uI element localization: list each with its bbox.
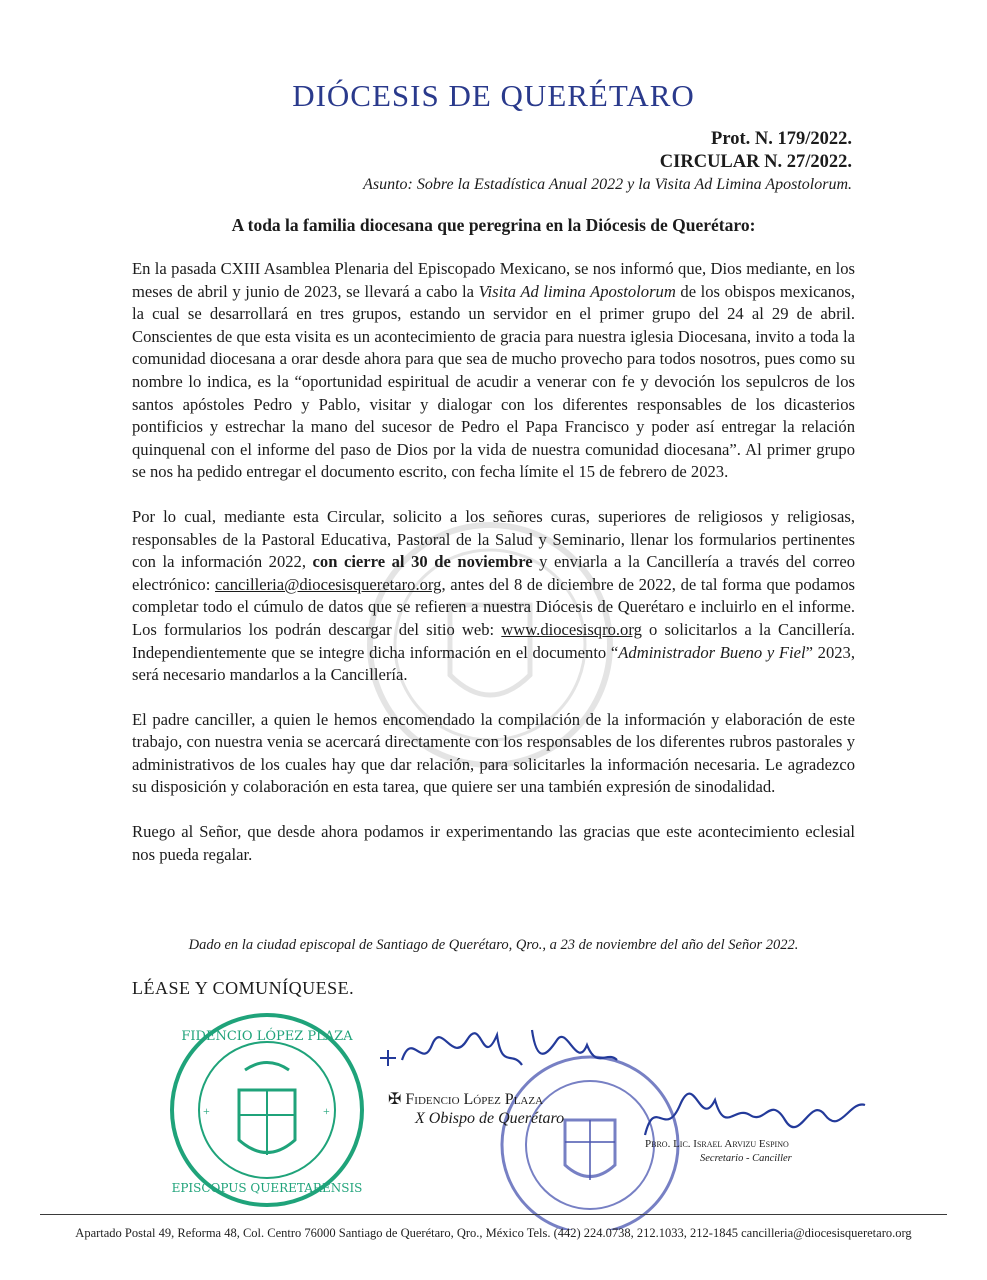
seal-star-left: + <box>203 1104 210 1118</box>
italic-span: Administrador Bueno y Fiel <box>618 642 806 662</box>
bishop-signature-icon <box>372 1010 622 1085</box>
text-span: En la pasada CXIII Asamblea Plenaria del Episcopado Mexicano, se nos informó que, Dios mediante, en los meses de abril y junio de 2023, se llevará a cabo la <box>132 259 855 301</box>
text-span: ” 2023, será necesario mandarlos a la Cancillería. <box>132 642 855 685</box>
protocol-number: Prot. N. 179/2022. <box>711 129 852 149</box>
paragraph-2 <box>132 506 855 687</box>
document-title: DIÓCESIS DE QUERÉTARO <box>292 78 695 113</box>
date-place-line: Dado en la ciudad episcopal de Santiago de Querétaro, Qro., a 23 de noviembre del año del Señor 2022. <box>188 937 799 953</box>
chancellor-signature-icon <box>640 1085 870 1145</box>
text-span: de los obispos mexicanos, la cual se desarrollará en tres grupos, estando un servidor en el primer grupo del 24 al 29 de abril. Conscientes de que esta visita es un acontecimiento de gracia para nuestra iglesia Diocesana, invito a toda la comunidad diocesana a orar desde ahora para que sea de mucho provecho para todos nosotros, pues como su nombre lo indica, es la “oportunidad espiritual de acudir a venerar con fe y devoción los sepulcros de los santos apóstoles Pedro y Pablo, visitar y dialogar con los diferentes responsables de los dicasterios pontificios y estrechar la mano del sucesor de Pedro el Papa Francisco y poder así entregar la relación quinquenal con el informe del paso de Dios por la vida de nuestra comunidad diocesana”. Al primer grupo se nos ha pedido entregar el documento escrito, con fecha límite el 15 de febrero de 2023. <box>132 281 855 482</box>
seal-bottom-text: EPISCOPUS QUERETARENSIS <box>171 1181 363 1195</box>
bishop-title: X Obispo de Querétaro <box>415 1110 565 1127</box>
seal-star-right: + <box>323 1104 330 1118</box>
email-link[interactable]: cancilleria@diocesisqueretaro.org <box>215 574 442 594</box>
reference-block <box>363 128 852 196</box>
footer-address: Apartado Postal 49, Reforma 48, Col. Centro 76000 Santiago de Querétaro, Qro., México Tels. (442) 224.0738, 212.1033, 212-1845 cancilleria@diocesisqueretaro.org <box>75 1226 912 1240</box>
text-span: , antes del 8 de diciembre de 2022, de tal forma que podamos completar todo el cúmulo de datos que se refieren a nuestra Diócesis de Querétaro e incluirlo en el informe. Los formularios los podrán descargar del sitio web: <box>132 574 856 639</box>
bishop-name: ✠ Fidencio López Plaza <box>388 1091 544 1108</box>
chancellor-name: Pbro. Lic. Israel Arvizu Espino <box>645 1138 789 1150</box>
chancellor-title: Secretario - Canciller <box>700 1153 792 1164</box>
paragraph-1 <box>132 258 855 484</box>
paragraph-4: Ruego al Señor, que desde ahora podamos ir experimentando las gracias que este acontecimiento eclesial nos pueda regalar. <box>132 822 855 864</box>
letter-body <box>132 258 855 888</box>
paragraph-3: El padre canciller, a quien le hemos encomendado la compilación de la información y elaboración de este trabajo, con nuestra venia se acercará directamente con los responsables de los diferentes rubros pastorales y administrativos de los cuales hay que dar relación, para solicitarles la información necesaria. Le agradezco su disposición y colaboración en esta tarea, que quiere ser una también expresión de sinodalidad. <box>132 709 855 797</box>
text-span: Por lo cual, mediante esta Circular, solicito a los señores curas, superiores de religiosos y religiosas, responsables de la Pastoral Educativa, Pastoral de la Salud y Seminario, llenar los formularios pertinentes con la información 2022, <box>132 506 855 572</box>
bold-deadline: con cierre al 30 de noviembre <box>312 552 533 572</box>
greeting: A toda la familia diocesana que peregrina en la Diócesis de Querétaro: <box>231 215 756 235</box>
circular-number: CIRCULAR N. 27/2022. <box>659 152 852 172</box>
bishop-seal-icon <box>167 1010 367 1210</box>
website-link[interactable]: www.diocesisqro.org <box>501 619 642 639</box>
text-span: o solicitarlos a la Cancillería. Independientemente que se integre dicha información en el documento “ <box>132 619 855 662</box>
footer-divider <box>40 1214 947 1215</box>
subject-line: Asunto: Sobre la Estadística Anual 2022 y la Visita Ad Limina Apostolorum. <box>363 176 852 193</box>
lease-comuniquese: LÉASE Y COMUNÍQUESE. <box>132 978 355 998</box>
italic-span: Visita Ad limina Apostolorum <box>478 281 676 301</box>
seal-top-text: FIDENCIO LÓPEZ PLAZA <box>181 1029 353 1044</box>
text-span: y enviarla a la Cancillería a través del correo electrónico: <box>132 552 855 594</box>
